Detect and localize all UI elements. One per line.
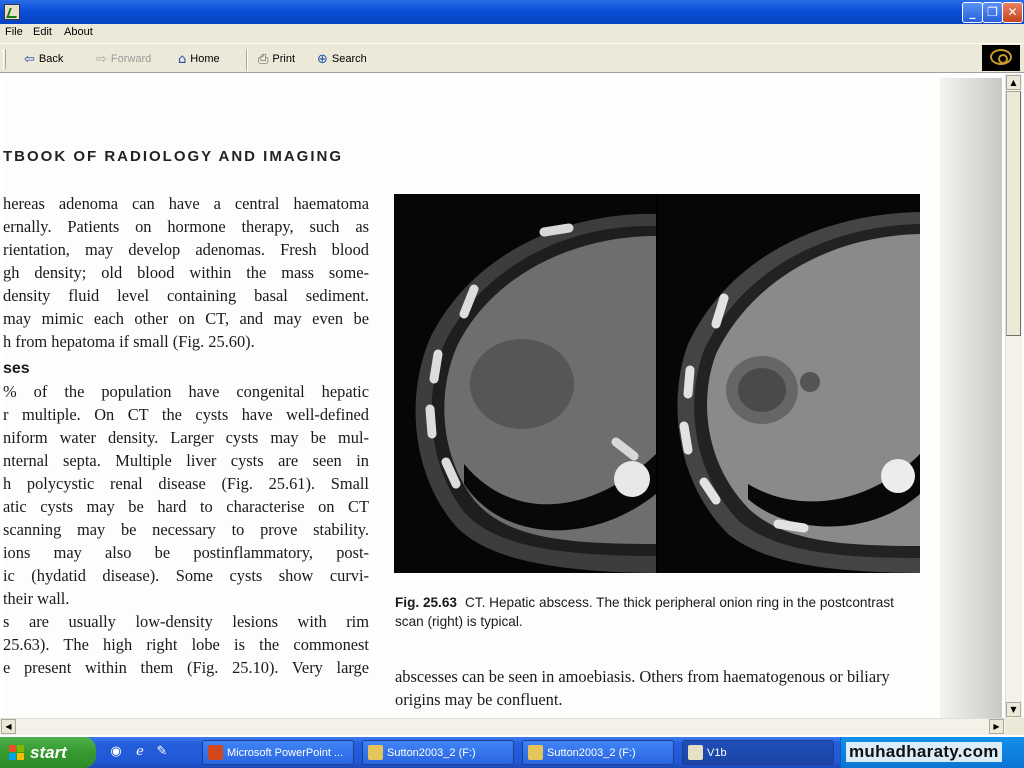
task-folder-2[interactable] <box>522 740 674 765</box>
start-label: start <box>30 742 67 762</box>
text-line: h polycystic renal disease (Fig. 25.61). Small <box>3 474 369 493</box>
page-edge-shadow <box>940 78 1002 718</box>
toolbar <box>0 43 1024 73</box>
toolbar-separator <box>246 49 248 71</box>
text-line: atic cysts may be hard to characterise on CT <box>3 497 369 516</box>
search-icon: ⊕ <box>317 51 328 67</box>
text-line: scanning may be necessary to prove stability. <box>3 520 369 539</box>
text-line: e present within them (Fig. 25.10). Very large <box>3 658 369 677</box>
viewer-app-icon <box>688 745 703 760</box>
document-viewport[interactable] <box>0 74 1024 718</box>
text-line: nternal septa. Multiple liver cysts are seen in <box>3 451 369 470</box>
figure-caption <box>395 593 921 631</box>
text-line: hereas adenoma can have a central haematoma <box>3 194 369 213</box>
home-label: Home <box>190 53 220 65</box>
folder-icon <box>528 745 543 760</box>
menu-file[interactable]: File <box>5 26 23 38</box>
right-column-text: abscesses can be seen in amoebiasis. Others from haematogenous or biliary origins may be confluent. <box>395 667 890 709</box>
text-line: rientation, may develop adenomas. Fresh blood <box>3 240 369 259</box>
menu-bar <box>0 24 1024 43</box>
text-line: niform water density. Larger cysts may be mul- <box>3 428 369 447</box>
task-folder-1[interactable] <box>362 740 514 765</box>
ct-figure <box>394 194 920 573</box>
text-line: ions may also be postinflammatory, post- <box>3 543 369 562</box>
text-line: % of the population have congenital hepatic <box>3 382 369 401</box>
restore-button[interactable]: ❐ <box>982 2 1003 23</box>
horizontal-scrollbar[interactable] <box>0 718 1005 735</box>
task-label: Sutton2003_2 (F:) <box>387 746 476 759</box>
vertical-scroll-thumb[interactable] <box>1006 91 1021 336</box>
figure-label: Fig. 25.63 <box>395 595 457 610</box>
text-line: ernally. Patients on hormone therapy, such as <box>3 217 369 236</box>
ct-scan-precontrast <box>394 194 656 573</box>
page-running-header: TBOOK OF RADIOLOGY AND IMAGING <box>3 148 343 165</box>
home-button[interactable] <box>178 50 220 68</box>
printer-icon: ⎙ <box>258 51 269 67</box>
text-line: their wall. <box>3 589 70 608</box>
scroll-right-arrow-icon[interactable]: ▶ <box>989 719 1004 734</box>
text-line: r multiple. On CT the cysts have well-defined <box>3 405 369 424</box>
text-line: gh density; old blood within the mass some- <box>3 263 369 282</box>
text-line: 25.63). The high right lobe is the commonest <box>3 635 369 654</box>
quicklaunch-browser-icon[interactable]: ℯ <box>136 744 144 759</box>
logo-icon <box>990 49 1012 65</box>
text-line: s are usually low-density lesions with rim <box>3 612 369 631</box>
text-line: may mimic each other on CT, and may even be <box>3 309 369 328</box>
task-label: Microsoft PowerPoint ... <box>227 746 344 759</box>
watermark: muhadharaty.com <box>846 742 1002 762</box>
title-bar <box>0 0 1024 24</box>
forward-label: Forward <box>110 53 152 65</box>
windows-logo-icon <box>9 745 25 761</box>
ct-scan-postcontrast <box>658 194 920 573</box>
text-line: h from hepatoma if small (Fig. 25.60). <box>3 332 255 351</box>
brand-logo <box>982 45 1020 71</box>
figure-caption-text: CT. Hepatic abscess. The thick peripheral onion ring in the postcontrast scan (right) is typical. <box>395 595 894 629</box>
task-label: Sutton2003_2 (F:) <box>547 746 636 759</box>
task-active-viewer[interactable] <box>682 740 834 765</box>
scroll-left-arrow-icon[interactable]: ◀ <box>1 719 16 734</box>
task-powerpoint[interactable] <box>202 740 354 765</box>
scroll-up-arrow-icon[interactable]: ▲ <box>1006 75 1021 90</box>
task-label: V1b <box>707 746 727 759</box>
quicklaunch-desktop-icon[interactable]: ◉ <box>110 744 122 759</box>
search-button[interactable] <box>317 50 367 68</box>
section-heading: ses <box>3 360 30 377</box>
text-line: density fluid level containing basal sediment. <box>3 286 369 305</box>
menu-about[interactable]: About <box>64 26 93 38</box>
back-arrow-icon: ⇦ <box>24 51 35 67</box>
close-button[interactable]: ✕ <box>1002 2 1023 23</box>
home-icon: ⌂ <box>178 51 187 67</box>
back-label: Back <box>38 53 64 65</box>
toolbar-grip[interactable] <box>3 49 6 69</box>
text-line: ic (hydatid disease). Some cysts show curvi- <box>3 566 369 585</box>
powerpoint-icon <box>208 745 223 760</box>
app-icon <box>4 4 20 20</box>
scrollbar-corner <box>1005 718 1024 735</box>
forward-button[interactable] <box>96 50 151 68</box>
forward-arrow-icon: ⇨ <box>96 51 107 67</box>
search-label: Search <box>331 53 367 65</box>
print-label: Print <box>272 53 296 65</box>
back-button[interactable] <box>24 50 63 68</box>
menu-edit[interactable]: Edit <box>33 26 52 38</box>
minimize-button[interactable]: _ <box>962 2 983 23</box>
print-button[interactable] <box>258 50 295 68</box>
left-column-text <box>3 192 369 712</box>
quicklaunch-media-icon[interactable]: ✎ <box>156 744 168 759</box>
folder-icon <box>368 745 383 760</box>
scroll-down-arrow-icon[interactable]: ▼ <box>1006 702 1021 717</box>
